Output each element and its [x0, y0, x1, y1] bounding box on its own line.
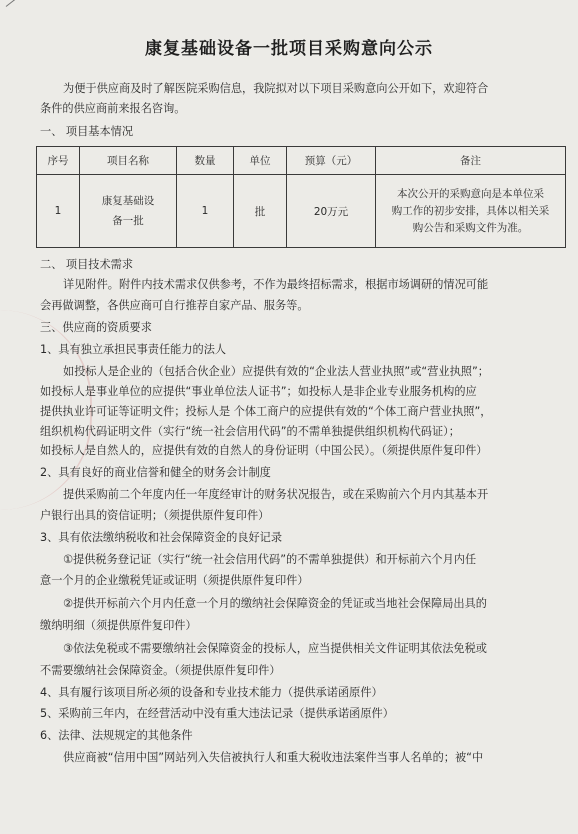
header-budget: 预算（元） [287, 147, 376, 175]
cell-name-line-2: 备一批 [112, 215, 144, 227]
header-no: 序号 [37, 147, 80, 175]
requirement-4: 4、具有履行该项目所必须的设备和专业技术能力（提供承诺函原件） [40, 686, 383, 699]
requirement-6: 6、法律、法规规定的其他条件 [40, 729, 193, 742]
req1-line-5: 如投标人是自然人的，应提供有效的自然人的身份证明（中国公民）。（须提供原件复印件） [40, 444, 488, 457]
table-row [37, 175, 566, 248]
req3-line-4: 缴纳明细（须提供原件复印件） [40, 619, 197, 632]
cell-remark-line-2: 购工作的初步安排，具体以相关采 [391, 204, 550, 217]
project-table [36, 146, 566, 248]
requirement-5: 5、采购前三年内，在经营活动中没有重大违法记录（提供承诺函原件） [40, 707, 394, 720]
req1-line-1: 如投标人是企业的（包括合伙企业）应提供有效的“企业法人营业执照”或“营业执照”； [63, 365, 489, 378]
intro-line-1: 为便于供应商及时了解医院采购信息，我院拟对以下项目采购意向公开如下，欢迎符合 [63, 82, 489, 95]
cell-remark [376, 175, 566, 248]
req1-line-4: 组织机构代码证明文件（实行“统一社会信用代码”的不需单独提供组织机构代码证）； [40, 425, 460, 438]
req3-line-3: ②提供开标前六个月内任意一个月的缴纳社会保障资金的凭证或当地社会保障局出具的 [63, 597, 487, 610]
requirement-2: 2、具有良好的商业信誉和健全的财务会计制度 [40, 466, 271, 479]
table-header-row [37, 147, 566, 175]
cell-qty: 1 [177, 175, 234, 248]
section-1-heading: 一、 项目基本情况 [40, 125, 134, 138]
cell-budget: 20万元 [287, 175, 376, 248]
header-name: 项目名称 [80, 147, 177, 175]
cell-name [80, 175, 177, 248]
intro-line-2: 条件的供应商前来报名咨询。 [40, 102, 186, 115]
header-unit: 单位 [234, 147, 287, 175]
header-remark: 备注 [376, 147, 566, 175]
cell-name-line-1: 康复基础设 [101, 195, 155, 207]
pen-mark [6, 0, 37, 7]
req3-line-2: 意一个月的企业缴税凭证或证明（须提供原件复印件） [40, 574, 309, 587]
cell-remark-line-1: 本次公开的采购意向是本单位采 [397, 187, 544, 200]
header-qty: 数量 [177, 147, 234, 175]
req2-line-2: 户银行出具的资信证明；（须提供原件复印件） [40, 509, 270, 522]
cell-no: 1 [37, 175, 80, 248]
requirement-3: 3、具有依法缴纳税收和社会保障资金的良好记录 [40, 531, 283, 544]
requirement-1: 1、具有独立承担民事责任能力的法人 [40, 343, 227, 356]
req2-line-1: 提供采购前二个年度内任一年度经审计的财务状况报告，或在采购前六个月内其基本开 [63, 488, 489, 501]
section-2-line-1: 详见附件。附件内技术需求仅供参考，不作为最终招标需求，根据市场调研的情况可能 [63, 278, 489, 291]
req3-line-1: ①提供税务登记证（实行“统一社会信用代码”的不需单独提供）和开标前六个月内任 [63, 553, 477, 566]
section-2-heading: 二、 项目技术需求 [40, 258, 134, 271]
req1-line-2: 如投标人是事业单位的应提供“事业单位法人证书”；如投标人是非企业专业服务机构的应 [40, 385, 477, 398]
section-3-heading: 三、供应商的资质要求 [40, 321, 152, 334]
req3-line-5: ③依法免税或不需要缴纳社会保障资金的投标人，应当提供相关文件证明其依法免税或 [63, 642, 487, 655]
cell-unit: 批 [234, 175, 287, 248]
cell-remark-line-3: 购公告和采购文件为准。 [412, 221, 529, 234]
document-title: 康复基础设备一批项目采购意向公示 [145, 39, 433, 59]
req1-line-3: 提供执业许可证等证明文件；投标人是 个体工商户的应提供有效的“个体工商户营业执照”， [40, 405, 492, 418]
req6-line-1: 供应商被“信用中国”网站列入失信被执行人和重大税收违法案件当事人名单的；被“中 [63, 751, 484, 764]
req3-line-6: 不需要缴纳社会保障资金。（须提供原件复印件） [40, 664, 281, 677]
section-2-line-2: 会再做调整，各供应商可自行推荐自家产品、服务等。 [40, 299, 309, 312]
